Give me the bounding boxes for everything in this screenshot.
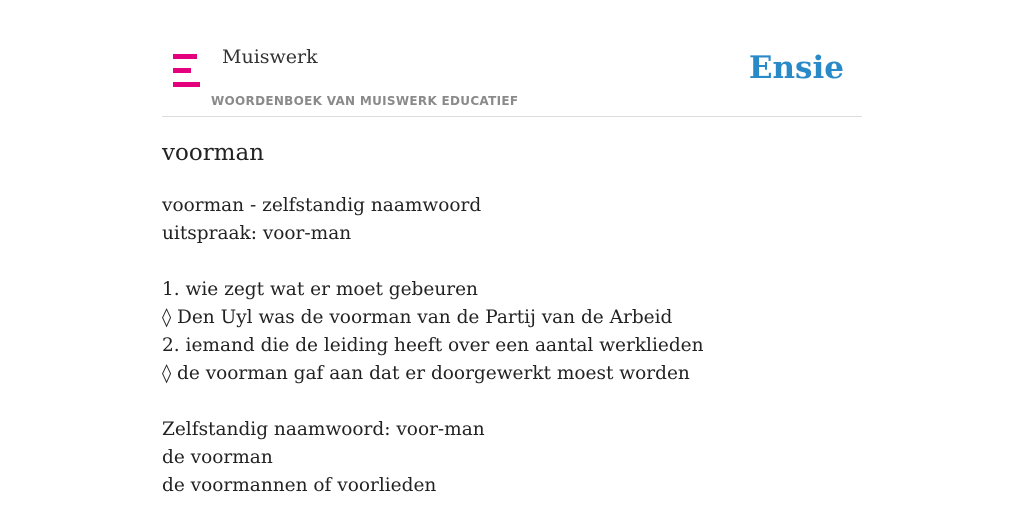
definition-line-spacer	[162, 388, 862, 416]
entry-definition	[162, 192, 862, 500]
definition-line-plural: de voormannen of voorlieden	[162, 475, 437, 496]
entry-title: voorman	[162, 140, 265, 166]
definition-line-singular: de voorman	[162, 447, 273, 468]
definition-line-inflection-heading: Zelfstandig naamwoord: voor-man	[162, 419, 485, 440]
definition-line-example-2: ◊ de voorman gaf aan dat er doorgewerkt moest worden	[162, 363, 690, 384]
muiswerk-logo-icon[interactable]	[173, 54, 200, 88]
site-subtitle: WOORDENBOEK VAN MUISWERK EDUCATIEF	[211, 94, 519, 108]
definition-line-meaning-2: 2. iemand die de leiding heeft over een aantal werklieden	[162, 335, 704, 356]
logo-bar-bottom	[173, 82, 200, 87]
definition-line-word-class: voorman - zelfstandig naamwoord	[162, 195, 482, 216]
site-name[interactable]: Muiswerk	[222, 46, 318, 68]
logo-bar-top	[173, 54, 197, 59]
ensie-logo[interactable]: Ensie	[748, 50, 844, 86]
definition-line-example-1: ◊ Den Uyl was de voorman van de Partij van de Arbeid	[162, 307, 673, 328]
definition-line-pronunciation: uitspraak: voor-man	[162, 223, 352, 244]
logo-bar-middle	[173, 68, 191, 73]
definition-line-meaning-1: 1. wie zegt wat er moet gebeuren	[162, 279, 478, 300]
definition-line-spacer	[162, 248, 862, 276]
site-header	[162, 0, 862, 117]
